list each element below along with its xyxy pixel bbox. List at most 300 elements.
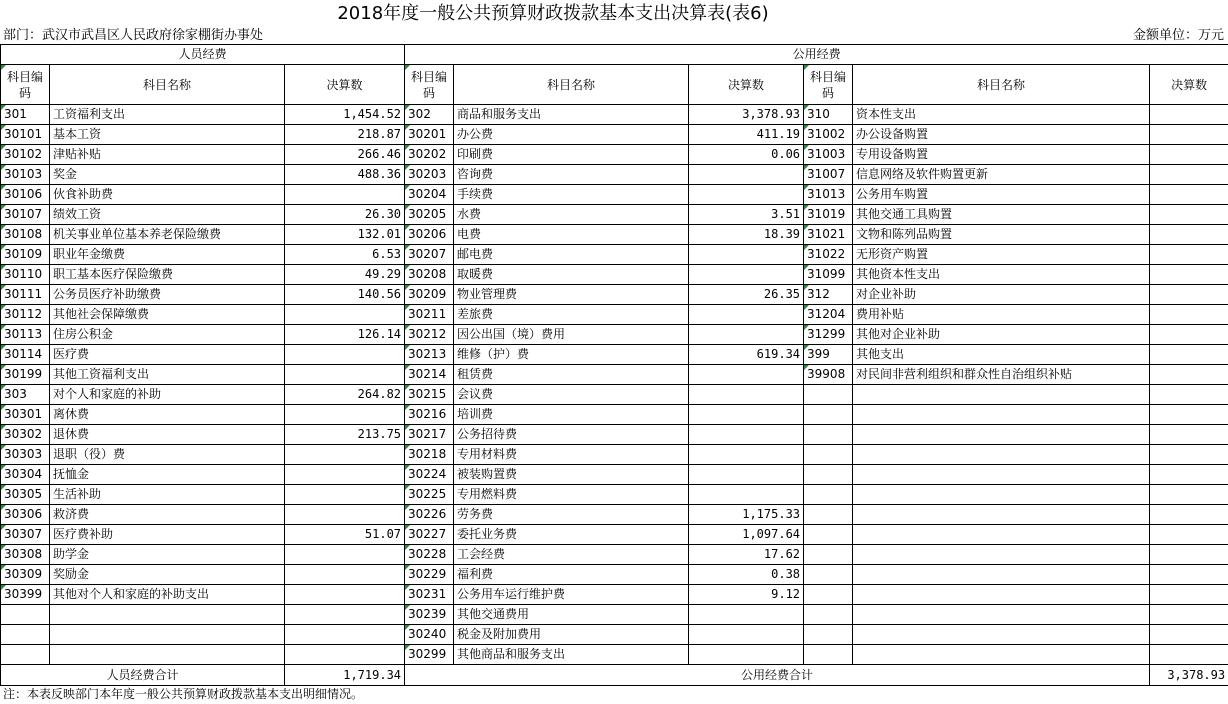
subject-name [853, 605, 1150, 625]
subject-code: 310 [804, 105, 853, 125]
subject-name: 无形资产购置 [853, 245, 1150, 265]
subject-name: 水费 [454, 205, 689, 225]
subject-amount [285, 185, 405, 205]
subject-name: 机关事业单位基本养老保险缴费 [50, 225, 285, 245]
subject-name: 办公费 [454, 125, 689, 145]
subject-name: 资本性支出 [853, 105, 1150, 125]
subject-code: 30303 [1, 445, 50, 465]
subject-code: 30308 [1, 545, 50, 565]
subject-amount [689, 245, 804, 265]
subject-code [1, 645, 50, 665]
subject-name: 因公出国（境）费用 [454, 325, 689, 345]
subject-code: 30108 [1, 225, 50, 245]
subject-amount: 3,378.93 [689, 105, 804, 125]
header-name: 科目名称 [50, 65, 285, 105]
subject-code: 303 [1, 385, 50, 405]
subject-code: 30307 [1, 525, 50, 545]
subject-code: 30102 [1, 145, 50, 165]
subject-name [853, 425, 1150, 445]
subject-code [804, 385, 853, 405]
subject-code: 30239 [405, 605, 454, 625]
subject-amount [285, 645, 405, 665]
subject-name: 退职（役）费 [50, 445, 285, 465]
subject-amount: 26.30 [285, 205, 405, 225]
subject-name: 文物和陈列品购置 [853, 225, 1150, 245]
subject-name: 公务员医疗补助缴费 [50, 285, 285, 305]
subject-amount [1150, 545, 1228, 565]
subject-name: 电费 [454, 225, 689, 245]
subject-name [853, 445, 1150, 465]
subject-amount: 0.06 [689, 145, 804, 165]
subject-code: 399 [804, 345, 853, 365]
subject-name: 专用材料费 [454, 445, 689, 465]
subject-amount [1150, 465, 1228, 485]
subject-amount [689, 425, 804, 445]
subject-code: 30304 [1, 465, 50, 485]
subject-amount [1150, 125, 1228, 145]
subject-code: 30306 [1, 505, 50, 525]
subject-amount [285, 545, 405, 565]
subject-code: 30217 [405, 425, 454, 445]
table-row [1, 545, 1228, 565]
subject-amount [689, 185, 804, 205]
subject-amount: 266.46 [285, 145, 405, 165]
subject-amount [1150, 105, 1228, 125]
subject-name: 其他资本性支出 [853, 265, 1150, 285]
subject-amount [1150, 605, 1228, 625]
table-row [1, 425, 1228, 445]
table-row [1, 325, 1228, 345]
subject-amount [1150, 365, 1228, 385]
subject-amount: 17.62 [689, 545, 804, 565]
subject-name: 离休费 [50, 405, 285, 425]
subject-code: 30301 [1, 405, 50, 425]
header-amount: 决算数 [689, 65, 804, 105]
subject-amount [1150, 305, 1228, 325]
table-row [1, 245, 1228, 265]
subject-code: 30202 [405, 145, 454, 165]
subject-code: 30205 [405, 205, 454, 225]
subject-code: 30208 [405, 265, 454, 285]
subject-amount [1150, 405, 1228, 425]
personnel-total-value: 1,719.34 [285, 665, 405, 686]
subject-amount: 488.36 [285, 165, 405, 185]
table-row [1, 405, 1228, 425]
subject-name [853, 545, 1150, 565]
subject-code: 30218 [405, 445, 454, 465]
subject-code [804, 645, 853, 665]
subject-code: 31099 [804, 265, 853, 285]
subject-code [804, 565, 853, 585]
subject-name: 取暖费 [454, 265, 689, 285]
subject-name: 对个人和家庭的补助 [50, 385, 285, 405]
subject-amount [1150, 285, 1228, 305]
subject-amount [689, 465, 804, 485]
subject-name: 津贴补贴 [50, 145, 285, 165]
table-row [1, 205, 1228, 225]
subject-amount: 18.39 [689, 225, 804, 245]
subject-code: 30226 [405, 505, 454, 525]
table-row [1, 445, 1228, 465]
subject-code [804, 405, 853, 425]
subject-code: 31021 [804, 225, 853, 245]
subject-code: 30201 [405, 125, 454, 145]
table-row [1, 105, 1228, 125]
subject-amount [1150, 245, 1228, 265]
subject-amount [689, 305, 804, 325]
subject-name: 差旅费 [454, 305, 689, 325]
subject-amount: 1,175.33 [689, 505, 804, 525]
subject-name: 住房公积金 [50, 325, 285, 345]
subject-name: 培训费 [454, 405, 689, 425]
subject-name [50, 645, 285, 665]
header-name: 科目名称 [454, 65, 689, 105]
subject-amount [285, 305, 405, 325]
subject-name: 手续费 [454, 185, 689, 205]
title-row [0, 0, 1228, 27]
subject-amount [285, 445, 405, 465]
subject-amount: 9.12 [689, 585, 804, 605]
subject-code: 30203 [405, 165, 454, 185]
subject-code: 30215 [405, 385, 454, 405]
subject-code [1, 605, 50, 625]
subject-name [853, 465, 1150, 485]
subject-name: 公务招待费 [454, 425, 689, 445]
section-header-row [1, 45, 1228, 65]
subject-code: 30231 [405, 585, 454, 605]
subject-name: 商品和服务支出 [454, 105, 689, 125]
table-row [1, 645, 1228, 665]
subject-amount: 3.51 [689, 205, 804, 225]
subject-amount [285, 585, 405, 605]
subject-name: 税金及附加费用 [454, 625, 689, 645]
header-amount: 决算数 [285, 65, 405, 105]
subject-name: 维修（护）费 [454, 345, 689, 365]
subject-amount [285, 345, 405, 365]
subject-amount [1150, 325, 1228, 345]
subject-amount [1150, 225, 1228, 245]
subject-code: 312 [804, 285, 853, 305]
subject-code: 30211 [405, 305, 454, 325]
table-row [1, 485, 1228, 505]
expenditure-table [0, 44, 1228, 686]
table-row [1, 625, 1228, 645]
subject-code: 30213 [405, 345, 454, 365]
subject-amount [1150, 445, 1228, 465]
subject-code: 31019 [804, 205, 853, 225]
subject-name: 公务用车运行维护费 [454, 585, 689, 605]
subject-name [853, 505, 1150, 525]
subject-amount [1150, 165, 1228, 185]
subject-name: 助学金 [50, 545, 285, 565]
subject-name: 其他工资福利支出 [50, 365, 285, 385]
table-row [1, 365, 1228, 385]
table-row [1, 265, 1228, 285]
subject-name: 对民间非营利组织和群众性自治组织补贴 [853, 365, 1150, 385]
subject-code: 30224 [405, 465, 454, 485]
header-code: 科目编码 [804, 65, 853, 105]
subject-name: 奖金 [50, 165, 285, 185]
subject-amount [285, 485, 405, 505]
subject-amount [285, 625, 405, 645]
subject-amount [689, 445, 804, 465]
subject-code: 30228 [405, 545, 454, 565]
table-row [1, 285, 1228, 305]
subject-code: 30204 [405, 185, 454, 205]
subject-amount: 26.35 [689, 285, 804, 305]
subject-name: 委托业务费 [454, 525, 689, 545]
subject-name: 基本工资 [50, 125, 285, 145]
subject-code [804, 525, 853, 545]
subject-code: 30209 [405, 285, 454, 305]
subject-code: 302 [405, 105, 454, 125]
subject-name [853, 525, 1150, 545]
subject-code: 30227 [405, 525, 454, 545]
subject-code: 30214 [405, 365, 454, 385]
subject-amount [1150, 585, 1228, 605]
subject-amount: 218.87 [285, 125, 405, 145]
subject-name [853, 405, 1150, 425]
subject-amount: 49.29 [285, 265, 405, 285]
table-row [1, 345, 1228, 365]
subject-code: 39908 [804, 365, 853, 385]
subject-amount [285, 565, 405, 585]
public-total-value: 3,378.93 [1150, 665, 1228, 686]
subject-amount [285, 365, 405, 385]
subject-amount [1150, 145, 1228, 165]
subject-amount [689, 605, 804, 625]
subject-code: 30207 [405, 245, 454, 265]
subject-name: 信息网络及软件购置更新 [853, 165, 1150, 185]
subject-code: 31002 [804, 125, 853, 145]
subject-amount [1150, 645, 1228, 665]
subject-amount: 0.38 [689, 565, 804, 585]
subject-name [853, 585, 1150, 605]
subject-amount [1150, 505, 1228, 525]
subject-name: 其他交通费用 [454, 605, 689, 625]
subject-code: 30206 [405, 225, 454, 245]
subject-code [804, 425, 853, 445]
subject-name: 专用设备购置 [853, 145, 1150, 165]
subject-code: 30240 [405, 625, 454, 645]
subject-amount [689, 485, 804, 505]
subject-name: 其他对企业补助 [853, 325, 1150, 345]
table-row [1, 505, 1228, 525]
section-personnel: 人员经费 [1, 45, 405, 65]
subject-amount: 213.75 [285, 425, 405, 445]
header-amount: 决算数 [1150, 65, 1228, 105]
subject-amount [1150, 525, 1228, 545]
subject-name: 专用燃料费 [454, 485, 689, 505]
table-row [1, 525, 1228, 545]
table-row [1, 185, 1228, 205]
personnel-total-label: 人员经费合计 [1, 665, 285, 686]
subject-code: 31204 [804, 305, 853, 325]
subject-code: 30229 [405, 565, 454, 585]
table-row [1, 165, 1228, 185]
subject-code: 30112 [1, 305, 50, 325]
subject-amount: 132.01 [285, 225, 405, 245]
header-code: 科目编码 [405, 65, 454, 105]
subject-code: 30309 [1, 565, 50, 585]
table-row [1, 305, 1228, 325]
subject-code: 30216 [405, 405, 454, 425]
footnote: 注：本表反映部门本年度一般公共预算财政拨款基本支出明细情况。 [3, 687, 364, 701]
subject-code [804, 625, 853, 645]
subject-name: 工会经费 [454, 545, 689, 565]
subject-code: 30114 [1, 345, 50, 365]
subject-name [50, 625, 285, 645]
subject-name: 抚恤金 [50, 465, 285, 485]
subject-name: 其他商品和服务支出 [454, 645, 689, 665]
subject-amount [689, 385, 804, 405]
subject-name: 救济费 [50, 505, 285, 525]
subject-name: 伙食补助费 [50, 185, 285, 205]
totals-row [1, 665, 1228, 686]
subject-name: 物业管理费 [454, 285, 689, 305]
subject-code: 30399 [1, 585, 50, 605]
subject-code: 31003 [804, 145, 853, 165]
subject-name: 职业年金缴费 [50, 245, 285, 265]
table-row [1, 605, 1228, 625]
subject-name [853, 625, 1150, 645]
subject-amount [689, 165, 804, 185]
subject-code [804, 485, 853, 505]
subject-amount: 51.07 [285, 525, 405, 545]
column-header-row [1, 65, 1228, 105]
subject-amount: 140.56 [285, 285, 405, 305]
subject-amount [1150, 385, 1228, 405]
subject-name: 费用补贴 [853, 305, 1150, 325]
subject-code: 31007 [804, 165, 853, 185]
page-title: 2018年度一般公共预算财政拨款基本支出决算表(表6) [337, 3, 769, 24]
subject-amount [689, 645, 804, 665]
subject-code: 30305 [1, 485, 50, 505]
public-total-label: 公用经费合计 [405, 665, 1150, 686]
subject-amount [689, 365, 804, 385]
subject-name [853, 565, 1150, 585]
subject-code: 30101 [1, 125, 50, 145]
subject-code [804, 545, 853, 565]
subject-amount: 6.53 [285, 245, 405, 265]
subject-name: 其他交通工具购置 [853, 205, 1150, 225]
subject-amount [1150, 625, 1228, 645]
subject-code: 30106 [1, 185, 50, 205]
subject-amount [285, 505, 405, 525]
subject-name: 对企业补助 [853, 285, 1150, 305]
subject-code: 30107 [1, 205, 50, 225]
subject-amount [285, 605, 405, 625]
subject-name [853, 485, 1150, 505]
subject-name: 医疗费 [50, 345, 285, 365]
subject-amount [1150, 185, 1228, 205]
subject-amount: 1,454.52 [285, 105, 405, 125]
table-row [1, 585, 1228, 605]
subject-code: 30212 [405, 325, 454, 345]
subject-code: 30111 [1, 285, 50, 305]
subject-code: 30199 [1, 365, 50, 385]
subject-amount: 619.34 [689, 345, 804, 365]
table-row [1, 125, 1228, 145]
subject-amount: 264.82 [285, 385, 405, 405]
subject-code: 30225 [405, 485, 454, 505]
table-row [1, 565, 1228, 585]
subject-amount [689, 265, 804, 285]
header-name: 科目名称 [853, 65, 1150, 105]
subject-code: 31299 [804, 325, 853, 345]
subject-code [804, 605, 853, 625]
department-label: 部门：武汉市武昌区人民政府徐家棚街办事处 [3, 28, 264, 43]
table-row [1, 465, 1228, 485]
subject-name: 租赁费 [454, 365, 689, 385]
subject-name: 会议费 [454, 385, 689, 405]
subject-amount [689, 325, 804, 345]
subject-amount [1150, 485, 1228, 505]
subject-amount: 411.19 [689, 125, 804, 145]
subject-code: 31022 [804, 245, 853, 265]
subject-code: 30113 [1, 325, 50, 345]
subject-code: 301 [1, 105, 50, 125]
subject-amount [1150, 205, 1228, 225]
subject-name: 其他社会保障缴费 [50, 305, 285, 325]
unit-label: 金额单位：万元 [1132, 28, 1224, 43]
subject-code: 30110 [1, 265, 50, 285]
table-row [1, 145, 1228, 165]
subject-name: 退休费 [50, 425, 285, 445]
subject-name: 奖励金 [50, 565, 285, 585]
section-public: 公用经费 [405, 45, 1228, 65]
subject-code: 30302 [1, 425, 50, 445]
subject-code [804, 585, 853, 605]
subject-name: 工资福利支出 [50, 105, 285, 125]
subject-amount: 126.14 [285, 325, 405, 345]
subject-amount [1150, 565, 1228, 585]
subject-name: 其他支出 [853, 345, 1150, 365]
subject-code: 31013 [804, 185, 853, 205]
subject-code: 30103 [1, 165, 50, 185]
subject-code: 30299 [405, 645, 454, 665]
subject-code [804, 445, 853, 465]
subject-name: 公务用车购置 [853, 185, 1150, 205]
subject-name: 生活补助 [50, 485, 285, 505]
subject-amount [285, 405, 405, 425]
subject-name: 印刷费 [454, 145, 689, 165]
subject-name [853, 385, 1150, 405]
subject-code: 30109 [1, 245, 50, 265]
subject-name: 其他对个人和家庭的补助支出 [50, 585, 285, 605]
info-row [0, 27, 1228, 45]
table-row [1, 225, 1228, 245]
subject-name [853, 645, 1150, 665]
subject-code [804, 465, 853, 485]
subject-name: 邮电费 [454, 245, 689, 265]
subject-code [804, 505, 853, 525]
subject-code [1, 625, 50, 645]
subject-name: 办公设备购置 [853, 125, 1150, 145]
subject-amount [1150, 265, 1228, 285]
subject-amount [689, 625, 804, 645]
header-code: 科目编码 [1, 65, 50, 105]
subject-amount [1150, 425, 1228, 445]
subject-amount [1150, 345, 1228, 365]
subject-name [50, 605, 285, 625]
subject-name: 医疗费补助 [50, 525, 285, 545]
subject-name: 咨询费 [454, 165, 689, 185]
subject-name: 福利费 [454, 565, 689, 585]
subject-amount [285, 465, 405, 485]
subject-name: 劳务费 [454, 505, 689, 525]
subject-name: 被装购置费 [454, 465, 689, 485]
